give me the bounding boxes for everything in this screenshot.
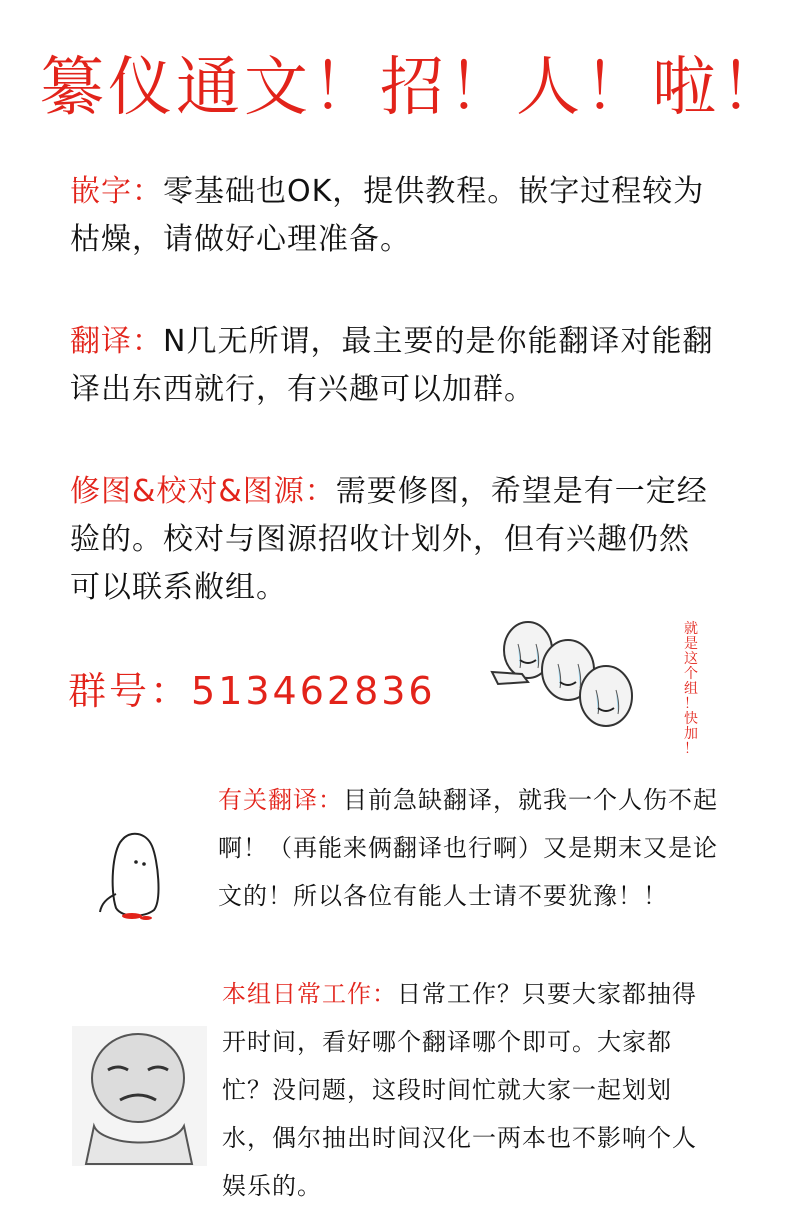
meme-sitting-creature-image — [92, 820, 182, 925]
section-label: 修图&校对&图源： — [70, 474, 336, 509]
section-typesetting — [70, 168, 720, 264]
section-text: 零基础也OK，提供教程。嵌字过程较为枯燥，请做好心理准备。 — [70, 174, 705, 257]
meme-sad-face-image — [72, 1026, 207, 1166]
section-text: N几无所谓，最主要的是你能翻译对能翻译出东西就行，有兴趣可以加群。 — [70, 324, 714, 407]
group-label: 群号： — [68, 669, 192, 713]
note-text: 目前急缺翻译，就我一个人伤不起啊！（再能来俩翻译也行啊）又是期末又是论文的！所以各位有能人士请不要犹豫！！ — [218, 786, 718, 910]
note-text: 日常工作？只要大家都抽得开时间，看好哪个翻译哪个即可。大家都忙？没问题，这段时间忙就大家一起划划水，偶尔抽出时间汉化一两本也不影响个人娱乐的。 — [222, 980, 697, 1200]
page-title: 纂仪通文！招！人！啦！ — [40, 51, 788, 125]
section-label: 嵌字： — [70, 174, 163, 209]
note-translation — [218, 776, 718, 920]
side-caption-text: 就 是 这 个 组 ！ 快 加 ！ — [684, 621, 698, 757]
side-caption — [676, 622, 706, 757]
note-daily-work — [222, 970, 712, 1210]
meme-pointing-faces-image — [488, 612, 648, 742]
section-translation — [70, 318, 720, 414]
section-text: 需要修图，希望是有一定经验的。校对与图源招收计划外，但有兴趣仍然可以联系敝组。 — [70, 474, 708, 605]
section-editing-proofreading-source — [70, 468, 720, 612]
note-label: 本组日常工作： — [222, 980, 397, 1008]
group-number-value: 513462836 — [191, 669, 436, 713]
group-number[interactable] — [68, 660, 436, 715]
section-label: 翻译： — [70, 324, 163, 359]
note-label: 有关翻译： — [218, 786, 343, 814]
